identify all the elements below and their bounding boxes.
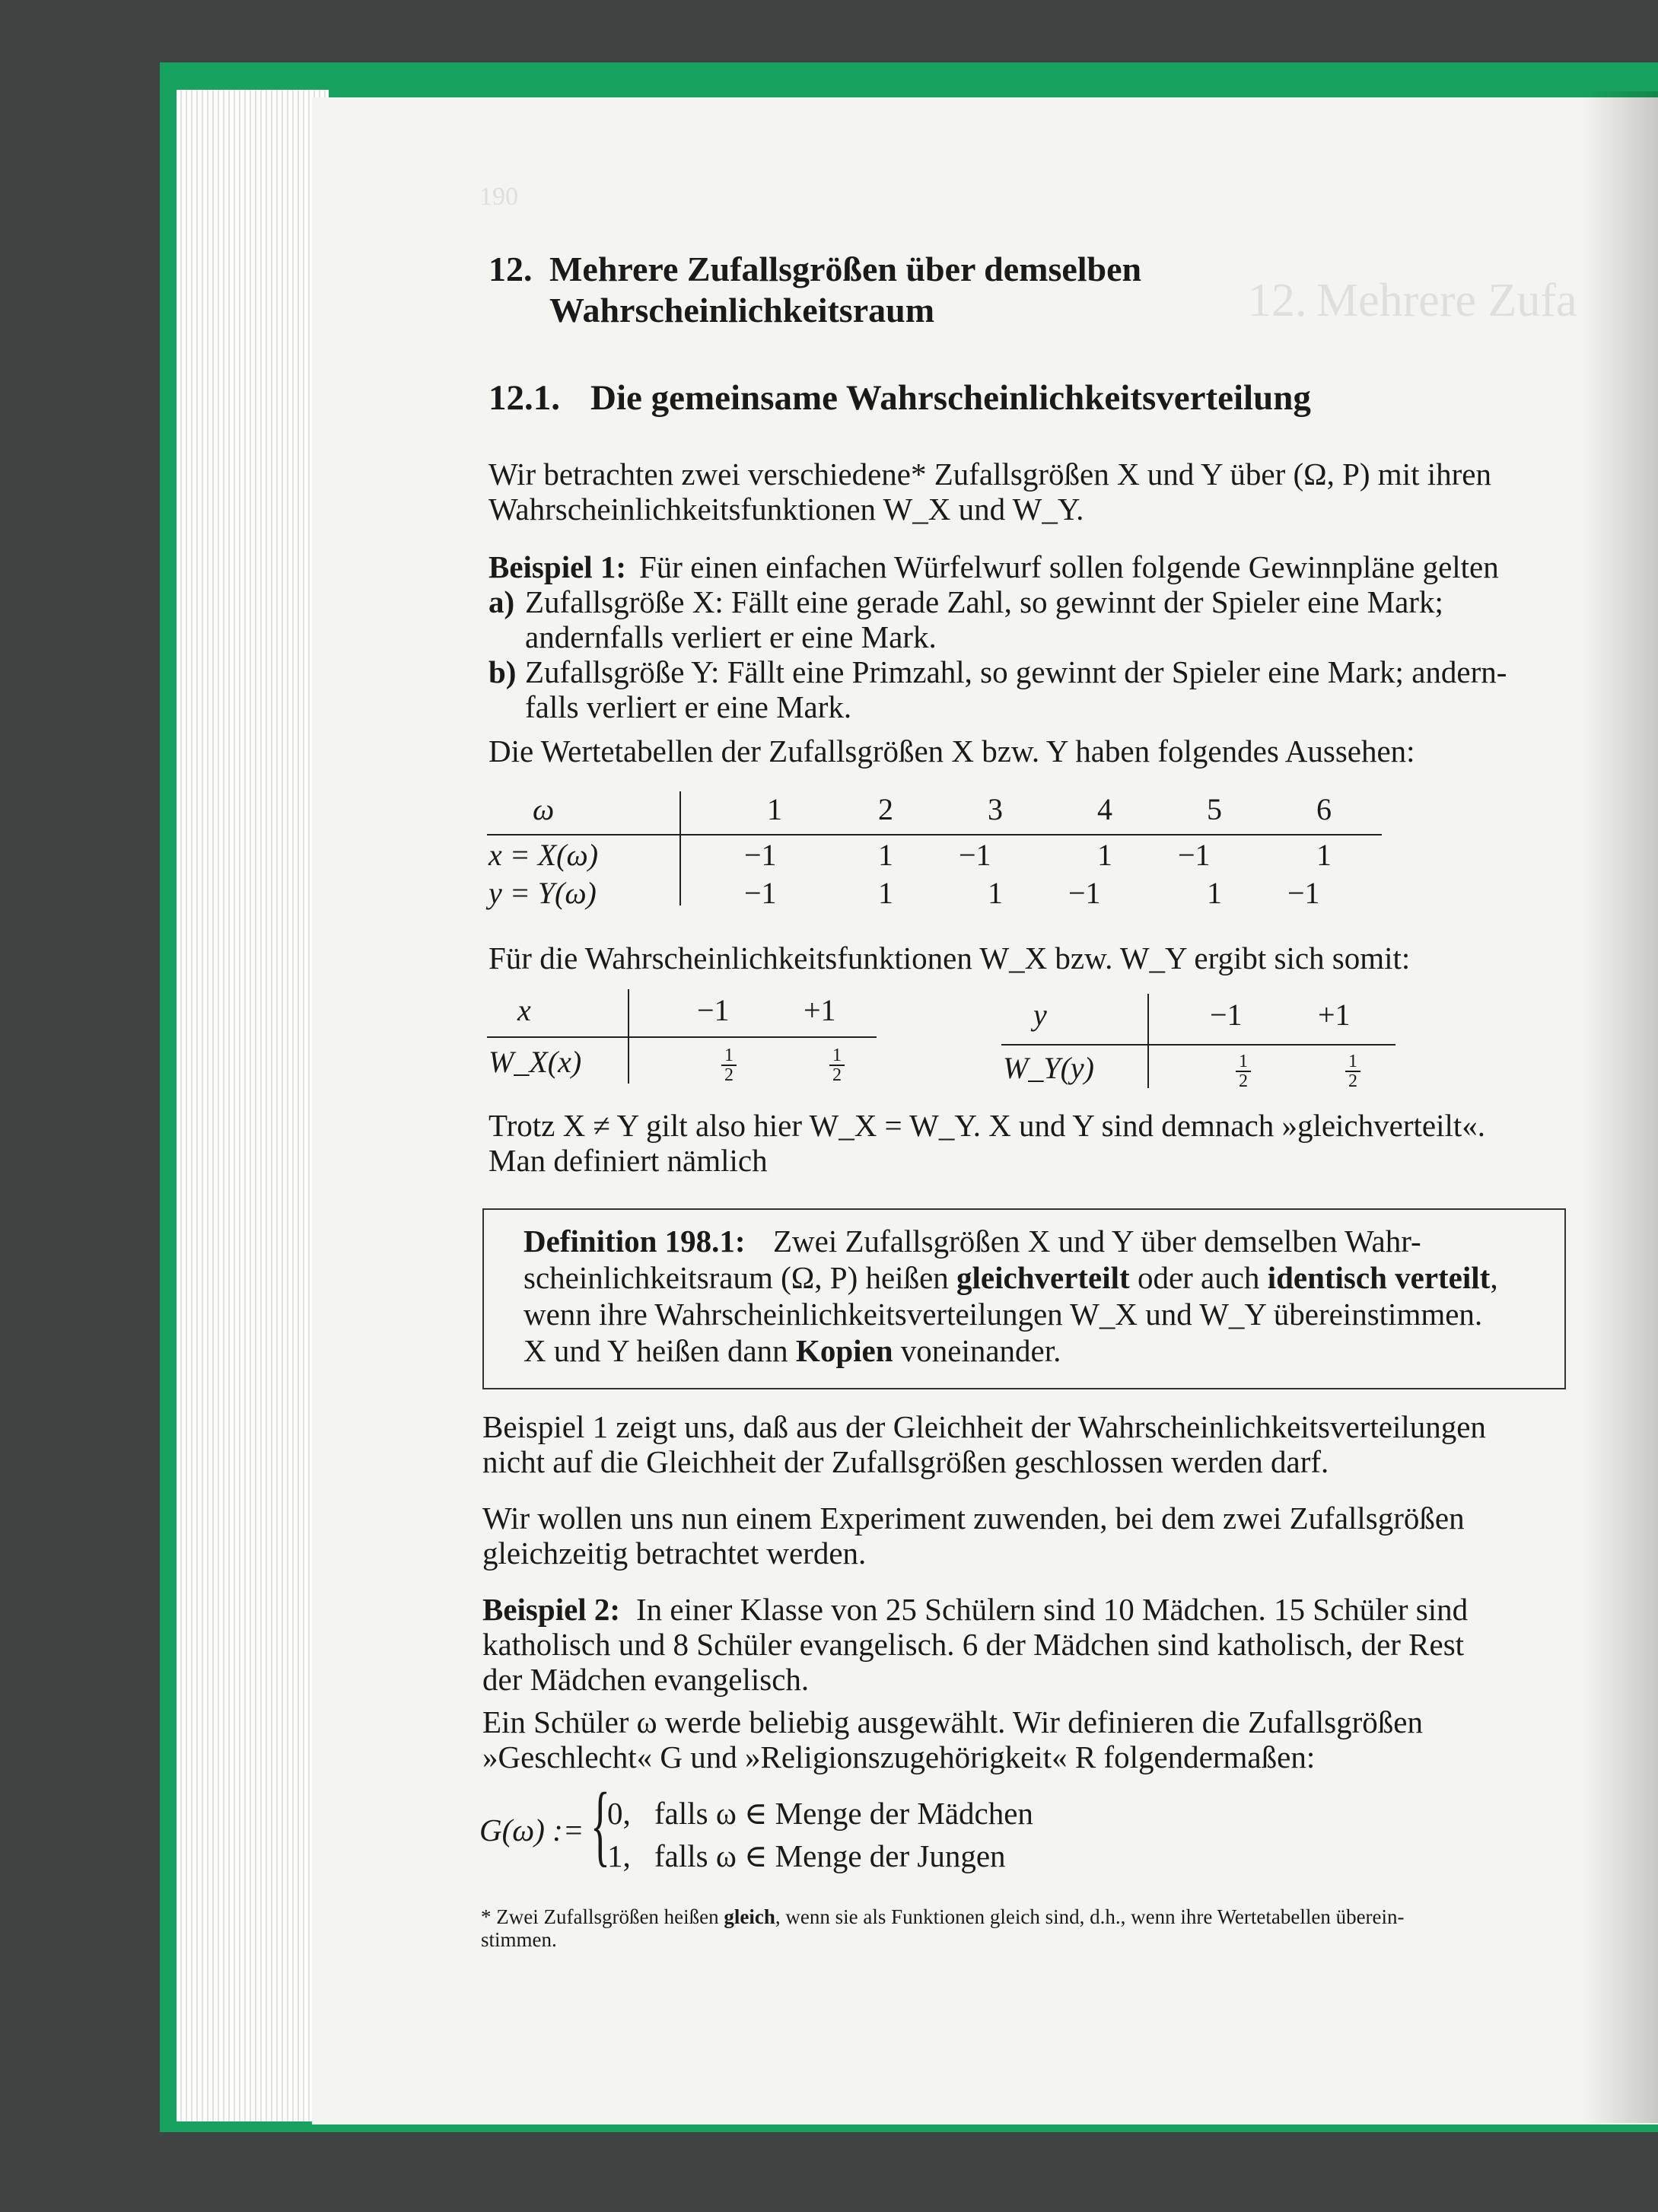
example2-line5: »Geschlecht« G und »Religionszugehörigkeit« R folgendermaßen: [482, 1739, 1316, 1774]
example1-text: Für einen einfachen Würfelwurf sollen folgende Gewinnpläne gelten [639, 549, 1499, 584]
formula-case1-value: 0, [607, 1796, 631, 1831]
value-table-cell: 1 [878, 876, 893, 910]
value-tables-intro: Die Wertetabellen der Zufallsgrößen X bzw. Y haben folgendes Aussehen: [488, 734, 1415, 769]
paragraph2-line1: Wir wollen uns nun einem Experiment zuwenden, bei dem zwei Zufallsgrößen [482, 1501, 1465, 1536]
formula-brace: { [590, 1774, 610, 1875]
value-table-cell: 1 [1316, 838, 1332, 872]
paragraph1-line2: nicht auf die Gleichheit der Zufallsgrößen geschlossen werden darf. [482, 1444, 1329, 1479]
example2-label: Beispiel 2: [482, 1592, 621, 1627]
ghost-page-number: 190 [479, 183, 518, 211]
dist-x-col: −1 [697, 993, 730, 1027]
dist-x-col: +1 [804, 993, 836, 1027]
value-table-col: 5 [1207, 792, 1222, 826]
value-table-cell: 1 [988, 876, 1003, 910]
formula-case1-condition: falls ω ∈ Menge der Mädchen [654, 1796, 1033, 1831]
example2-line3: der Mädchen evangelisch. [482, 1662, 810, 1697]
distribution-intro: Für die Wahrscheinlichkeitsfunktionen W_X bzw. W_Y ergibt sich somit: [488, 940, 1411, 976]
example2-line1: In einer Klasse von 25 Schülern sind 10 Mädchen. 15 Schüler sind [636, 1592, 1469, 1627]
dist-x-value: 1 2 [829, 1047, 845, 1084]
dist-x-header: x [517, 993, 531, 1027]
value-table-cell: −1 [744, 838, 777, 872]
dist-x-vrule [628, 989, 629, 1084]
value-table-header-label: ω [533, 792, 555, 826]
dist-y-vrule [1147, 994, 1149, 1088]
dist-y-value: 1 2 [1345, 1053, 1360, 1090]
value-table-col: 6 [1316, 792, 1332, 826]
example1-label: Beispiel 1: [488, 549, 627, 584]
example1-a-line1: Zufallsgröße X: Fällt eine gerade Zahl, so gewinnt der Spieler eine Mark; [525, 584, 1443, 619]
page-gutter-shadow [1583, 91, 1658, 2123]
value-table-col: 1 [767, 792, 782, 826]
formula-case2-condition: falls ω ∈ Menge der Jungen [654, 1838, 1006, 1873]
value-table-cell: −1 [959, 838, 991, 872]
chapter-number: 12. [488, 250, 533, 288]
value-table-cell: −1 [1068, 876, 1101, 910]
value-table-col: 4 [1097, 792, 1112, 826]
ghost-heading-word: Mehrere Zufa [1316, 275, 1577, 326]
example2-line4: Ein Schüler ω werde beliebig ausgewählt. Wir definieren die Zufallsgrößen [482, 1704, 1423, 1739]
example1-b-line1: Zufallsgröße Y: Fällt eine Primzahl, so gewinnt der Spieler eine Mark; andern- [525, 654, 1507, 689]
definition-label: Definition 198.1: [523, 1224, 746, 1259]
example1-b-line2: falls verliert er eine Mark. [525, 689, 852, 724]
intro-line2: Wahrscheinlichkeitsfunktionen W_X und W_Y. [488, 492, 1084, 527]
value-table-cell: 1 [878, 838, 893, 872]
value-table-cell: 1 [1207, 876, 1222, 910]
dist-x-value: 1 2 [721, 1047, 737, 1084]
definition-line2: scheinlichkeitsraum (Ω, P) heißen gleichverteilt oder auch identisch verteilt, [523, 1260, 1498, 1295]
section-title: Die gemeinsame Wahrscheinlichkeitsverteilung [590, 378, 1311, 418]
value-table-col: 3 [988, 792, 1003, 826]
footnote-line2: stimmen. [481, 1928, 557, 1951]
paragraph2-line2: gleichzeitig betrachtet werden. [482, 1536, 867, 1571]
dist-y-header: y [1033, 998, 1047, 1032]
intro-line1: Wir betrachten zwei verschiedene* Zufallsgrößen X und Y über (Ω, P) mit ihren [488, 457, 1491, 492]
value-table-cell: −1 [744, 876, 777, 910]
example1-b-label: b) [488, 654, 517, 689]
formula-case2-value: 1, [607, 1838, 631, 1873]
value-table-hrule [487, 834, 1382, 835]
conclusion-line2: Man definiert nämlich [488, 1143, 768, 1178]
value-table-row-label: y = Y(ω) [488, 876, 597, 910]
definition-line4: X und Y heißen dann Kopien voneinander. [523, 1333, 1061, 1368]
dist-y-row-label: W_Y(y) [1003, 1051, 1094, 1085]
example1-a-line2: andernfalls verliert er eine Mark. [525, 619, 937, 654]
value-table-cell: 1 [1097, 838, 1112, 872]
value-table-col: 2 [878, 792, 893, 826]
value-table-cell: −1 [1178, 838, 1211, 872]
value-table-row-label: x = X(ω) [488, 838, 599, 872]
example1-a-label: a) [488, 584, 515, 619]
definition-line1: Zwei Zufallsgrößen X und Y über demselben Wahr- [773, 1224, 1421, 1259]
dist-y-value: 1 2 [1236, 1053, 1251, 1090]
definition-line3: wenn ihre Wahrscheinlichkeitsverteilungen W_X und W_Y übereinstimmen. [523, 1297, 1483, 1332]
paragraph1-line1: Beispiel 1 zeigt uns, daß aus der Gleichheit der Wahrscheinlichkeitsverteilungen [482, 1409, 1486, 1444]
dist-x-row-label: W_X(x) [488, 1045, 582, 1079]
page-edges [177, 90, 329, 2121]
dist-x-hrule [487, 1036, 877, 1038]
dist-y-col: +1 [1318, 998, 1351, 1032]
section-number: 12.1. [488, 378, 560, 418]
formula-lhs: G(ω) := [479, 1813, 584, 1848]
dist-y-col: −1 [1210, 998, 1243, 1032]
ghost-heading-number: 12. [1248, 275, 1307, 326]
footnote-line1: * Zwei Zufallsgrößen heißen gleich, wenn sie als Funktionen gleich sind, d.h., wenn ihre Wertetabellen überein- [481, 1905, 1405, 1928]
chapter-title-line2: Wahrscheinlichkeitsraum [549, 291, 935, 329]
chapter-title-line1: Mehrere Zufallsgrößen über demselben [549, 250, 1142, 288]
dist-y-hrule [1001, 1044, 1395, 1046]
value-table-cell: −1 [1287, 876, 1320, 910]
value-table-vrule [679, 791, 681, 905]
example2-line2: katholisch und 8 Schüler evangelisch. 6 der Mädchen sind katholisch, der Rest [482, 1627, 1465, 1662]
conclusion-line1: Trotz X ≠ Y gilt also hier W_X = W_Y. X und Y sind demnach »gleichverteilt«. [488, 1108, 1485, 1143]
